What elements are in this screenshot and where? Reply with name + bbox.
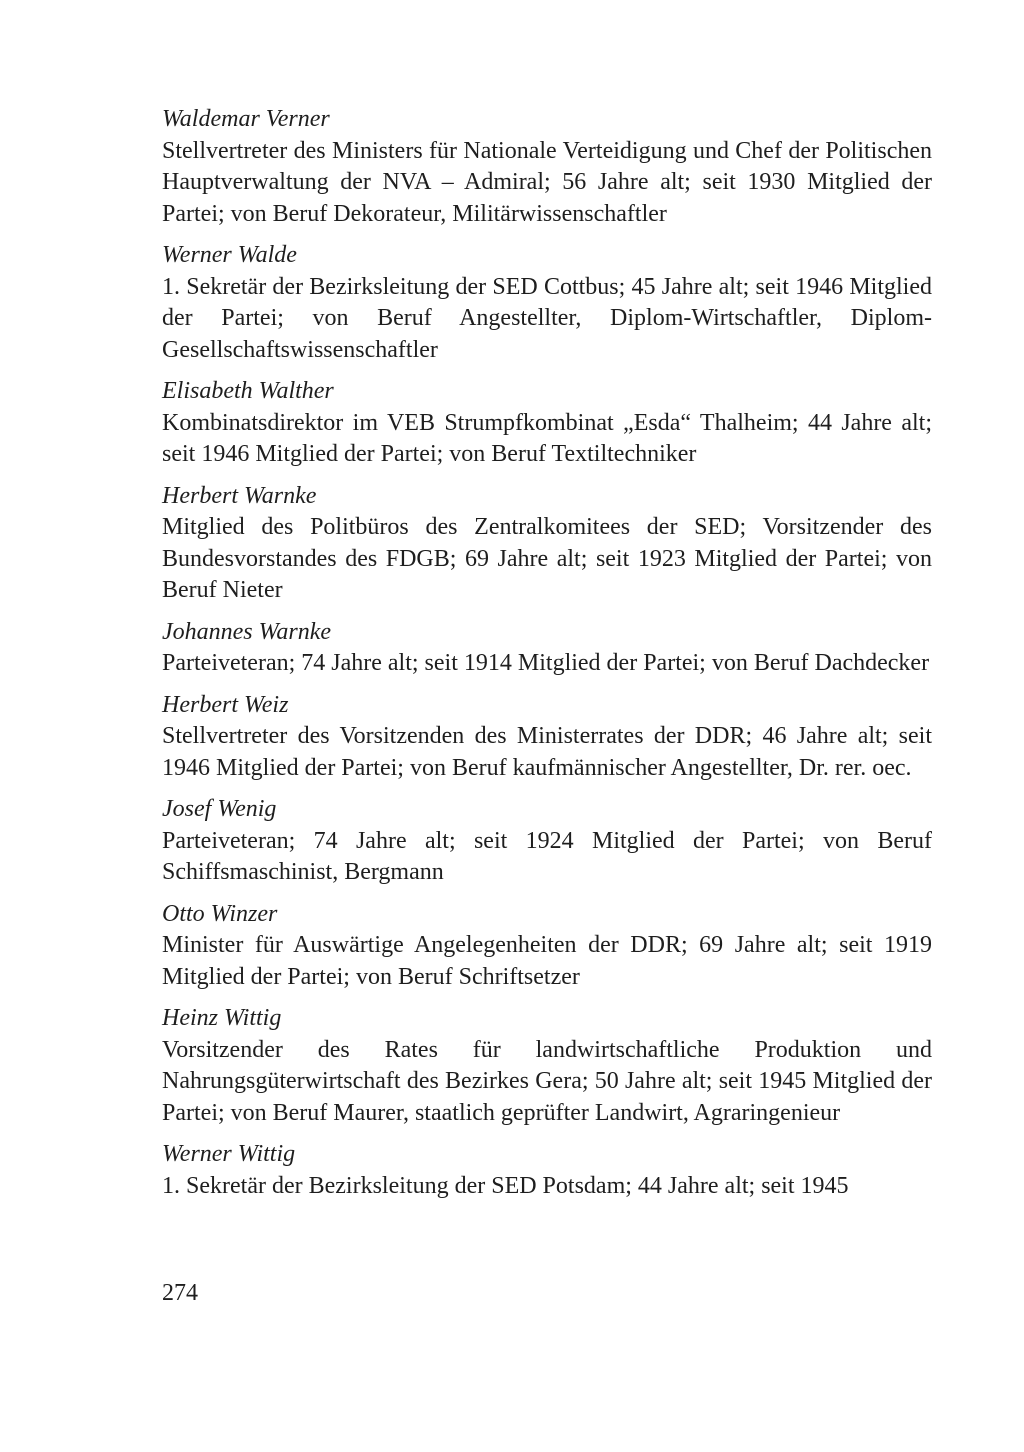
entry-description: Vorsitzender des Rates für landwirtschaftliche Produktion und Nahrungsgüterwirtschaft des Bezirkes Gera; 50 Jahre alt; seit 1945 Mitglied der Partei; von Beruf Maurer, staatlich geprüfter Landwirt, Agraringenieur: [162, 1036, 932, 1126]
entry: [162, 376, 932, 471]
entry-name: Werner Walde: [162, 242, 297, 268]
entry: [162, 617, 932, 680]
entry-name: Otto Winzer: [162, 900, 278, 927]
entry: [162, 794, 932, 889]
entry-name: Heinz Wittig: [162, 1005, 282, 1031]
entry-description: Minister für Auswärtige Angelegenheiten der DDR; 69 Jahre alt; seit 1919 Mitglied der Partei; von Beruf Schriftsetzer: [162, 932, 932, 990]
entry-description: Stellvertreter des Vorsitzenden des Ministerrates der DDR; 46 Jahre alt; seit 1946 Mitglied der Partei; von Beruf kaufmännischer Angestellter, Dr. rer. oec.: [162, 723, 932, 781]
entry: [162, 240, 932, 366]
entry-description: Parteiveteran; 74 Jahre alt; seit 1914 Mitglied der Partei; von Beruf Dachdecker: [162, 650, 930, 676]
entry-name: Johannes Warnke: [162, 618, 332, 645]
entry: [162, 690, 932, 785]
entry-name: Elisabeth Walther: [162, 378, 334, 404]
entry-name: Werner Wittig: [162, 1141, 296, 1167]
entry-description: 1. Sekretär der Bezirksleitung der SED Potsdam; 44 Jahre alt; seit 1945: [162, 1172, 849, 1199]
entry-description: Stellvertreter des Ministers für Nationale Verteidigung und Chef der Politischen Hauptverwaltung der NVA – Admiral; 56 Jahre alt; seit 1930 Mitglied der Partei; von Beruf Dekorateur, Militärwissenschaftler: [162, 137, 932, 227]
document-page: [162, 104, 932, 1212]
page-number: 274: [162, 1280, 198, 1306]
entry-description: Mitglied des Politbüros des Zentralkomitees der SED; Vorsitzender des Bundesvorstandes des FDGB; 69 Jahre alt; seit 1923 Mitglied der Partei; von Beruf Nieter: [162, 514, 932, 603]
entry-name: Josef Wenig: [162, 796, 277, 822]
entry-name: Herbert Warnke: [162, 482, 317, 509]
entry: [162, 1003, 932, 1129]
entry: [162, 899, 932, 994]
entry-name: Herbert Weiz: [162, 691, 289, 718]
entry-description: Parteiveteran; 74 Jahre alt; seit 1924 Mitglied der Partei; von Beruf Schiffsmaschinist, Bergmann: [162, 827, 932, 885]
entry-name: Waldemar Verner: [162, 106, 330, 132]
entry: [162, 481, 932, 607]
entry: [162, 104, 932, 230]
entry-description: 1. Sekretär der Bezirksleitung der SED Cottbus; 45 Jahre alt; seit 1946 Mitglied der Partei; von Beruf Angestellter, Diplom-Wirtschaftler, Diplom-Gesellschaftswissenschaftler: [162, 273, 932, 363]
entry: [162, 1139, 932, 1202]
entry-description: Kombinatsdirektor im VEB Strumpfkombinat „Esda“ Thalheim; 44 Jahre alt; seit 1946 Mitglied der Partei; von Beruf Textiltechniker: [162, 409, 932, 467]
